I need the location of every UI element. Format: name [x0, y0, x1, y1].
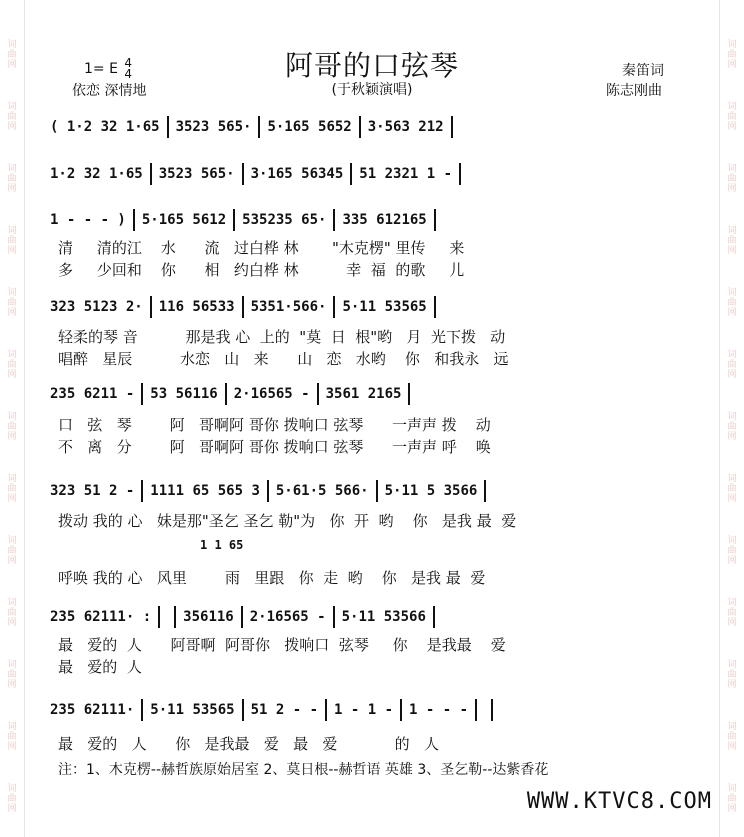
watermark-text: 词曲网 [727, 660, 737, 690]
bar-line [359, 116, 361, 138]
bar-line [333, 209, 335, 231]
measure: 323 51 2 - [50, 483, 135, 499]
bar-line [242, 699, 244, 721]
watermark-text: 词曲网 [7, 660, 17, 690]
notation-row [50, 383, 678, 405]
notation-row [50, 116, 678, 138]
measure: 5·11 53566 [341, 609, 426, 625]
watermark-text: 词曲网 [7, 722, 17, 752]
measure: 335 612165 [342, 212, 427, 228]
watermark-text: 词曲网 [727, 40, 737, 70]
bar-line [242, 296, 244, 318]
lyric-line: 不 离 分 阿 哥啊阿 哥你 拨响口 弦琴 一声声 呼 唤 [58, 438, 491, 456]
watermark-text: 词曲网 [7, 784, 17, 814]
lyric-line: 多 少回和 你 相 约白桦 林 幸 福 的歌 儿 [58, 261, 465, 279]
bar-line [325, 699, 327, 721]
watermark-text: 词曲网 [727, 350, 737, 380]
measure: 5351·566· [250, 299, 327, 315]
notation-row [50, 606, 678, 628]
bar-line [434, 296, 436, 318]
bar-line [150, 163, 152, 185]
notation-row [50, 163, 678, 185]
lyric-line: 口 弦 琴 阿 哥啊阿 哥你 拨响口 弦琴 一声声 拨 动 [58, 416, 491, 434]
song-title: 阿哥的口弦琴 [284, 49, 459, 82]
bar-line [258, 116, 260, 138]
measure: 1 - - - [409, 702, 469, 718]
notation-row [50, 480, 678, 502]
watermark-text: 词曲网 [7, 40, 17, 70]
watermark-text: 词曲网 [727, 102, 737, 132]
bar-line [141, 383, 143, 405]
measure: 3·165 56345 [250, 166, 344, 182]
bar-line [475, 699, 477, 721]
bar-line [451, 116, 453, 138]
bar-line [400, 699, 402, 721]
bar-line [333, 296, 335, 318]
watermark-text: 词曲网 [7, 536, 17, 566]
watermark-text: 词曲网 [7, 226, 17, 256]
bar-line [433, 606, 435, 628]
measure: 51 2 - - [250, 702, 319, 718]
bar-line [484, 480, 486, 502]
bar-line [225, 383, 227, 405]
composer: 陈志刚曲 [606, 83, 662, 99]
lyric-line: 清 清的江 水 流 过白桦 林 "木克楞" 里传 来 [58, 239, 465, 257]
measure: 5·11 53565 [342, 299, 427, 315]
bar-line [141, 480, 143, 502]
watermark-text: 词曲网 [727, 412, 737, 442]
notation-row [50, 209, 678, 231]
bar-line [233, 209, 235, 231]
measure: 3523 565· [158, 166, 235, 182]
bar-line [317, 383, 319, 405]
notation-row [50, 699, 678, 721]
measure: 3561 2165 [325, 386, 402, 402]
bar-line [174, 606, 176, 628]
lyric-line: 轻柔的琴 音 那是我 心 上的 "莫 日 根"哟 月 光下拨 动 [58, 328, 506, 346]
measure: 535235 65· [242, 212, 327, 228]
lyric-line: 最 爱的 人 [58, 658, 142, 676]
watermark-text: 词曲网 [727, 784, 737, 814]
watermark-text: 词曲网 [7, 350, 17, 380]
lyric-line: 最 爱的 人 阿哥啊 阿哥你 拨响口 弦琴 你 是我最 爱 [58, 636, 506, 654]
site-watermark: WWW.KTVC8.COM [526, 789, 712, 814]
performer: (于秋颖演唱) [331, 82, 413, 98]
bar-line [491, 699, 493, 721]
watermark-text: 词曲网 [7, 598, 17, 628]
ossia-notes: 1 1 65 [200, 538, 244, 552]
bar-line [459, 163, 461, 185]
measure: 5·165 5612 [141, 212, 227, 228]
expression-mark: 依恋 深情地 [72, 83, 147, 99]
measure: 323 5123 2· [50, 299, 143, 315]
measure: 1 - 1 - [334, 702, 394, 718]
lyric-line: 最 爱的 人 你 是我最 爱 最 爱 的 人 [58, 735, 439, 753]
measure: 1111 65 565 3 [150, 483, 260, 499]
bar-line [133, 209, 135, 231]
lyric-line: 唱醉 星辰 水恋 山 来 山 恋 水哟 你 和我永 远 [58, 350, 509, 368]
bar-line [350, 163, 352, 185]
measure: 3·563 212 [367, 119, 444, 135]
measure: 53 56116 [150, 386, 218, 402]
lyric-line: 拨动 我的 心 妹是那"圣乞 圣乞 勒"为 你 开 哟 你 是我 最 爱 [58, 512, 517, 530]
watermark-text: 词曲网 [7, 102, 17, 132]
time-signature: 4 4 [124, 56, 133, 81]
watermark-text: 词曲网 [727, 474, 737, 504]
measure: 356116 [183, 609, 234, 625]
bar-line [267, 480, 269, 502]
measure: 2·16565 - [249, 609, 326, 625]
measure: 2·16565 - [233, 386, 310, 402]
watermark-text: 词曲网 [727, 164, 737, 194]
notation-row [50, 296, 678, 318]
measure: 5·165 5652 [267, 119, 352, 135]
watermark-text: 词曲网 [727, 226, 737, 256]
bar-line [241, 606, 243, 628]
measure: 1·2 32 1·65 [50, 166, 143, 182]
measure: 3523 565· [175, 119, 252, 135]
bar-line [167, 116, 169, 138]
bar-line [408, 383, 410, 405]
measure: 5·61·5 566· [275, 483, 369, 499]
bar-line [376, 480, 378, 502]
watermark-text: 词曲网 [7, 412, 17, 442]
bar-line [150, 296, 152, 318]
measure: 235 6211 - [50, 386, 135, 402]
watermark-text: 词曲网 [7, 164, 17, 194]
key-signature: 1= E 4 4 [84, 56, 133, 81]
measure: 235 62111· [50, 702, 135, 718]
lyric-line: 呼唤 我的 心 风里 雨 里跟 你 走 哟 你 是我 最 爱 [58, 569, 486, 587]
measure: 116 56533 [158, 299, 235, 315]
watermark-text: 词曲网 [727, 536, 737, 566]
watermark-text: 词曲网 [7, 474, 17, 504]
watermark-text: 词曲网 [727, 722, 737, 752]
bar-line [158, 606, 160, 628]
measure: 1 - - - ) [50, 212, 126, 228]
footnote: 注：1、木克楞--赫哲族原始居室 2、莫日根--赫哲语 英雄 3、圣乞勒--达紫香花 [58, 762, 549, 778]
bar-line [242, 163, 244, 185]
measure: 5·11 53565 [150, 702, 235, 718]
measure: 51 2321 1 - [359, 166, 453, 182]
watermark-text: 词曲网 [7, 288, 17, 318]
bar-line [333, 606, 335, 628]
measure: ( 1·2 32 1·65 [50, 119, 160, 135]
lyricist: 秦笛词 [622, 63, 664, 79]
bar-line [434, 209, 436, 231]
measure: 5·11 5 3566 [384, 483, 478, 499]
watermark-text: 词曲网 [727, 288, 737, 318]
bar-line [141, 699, 143, 721]
watermark-text: 词曲网 [727, 598, 737, 628]
measure: 235 62111· : [50, 609, 152, 625]
